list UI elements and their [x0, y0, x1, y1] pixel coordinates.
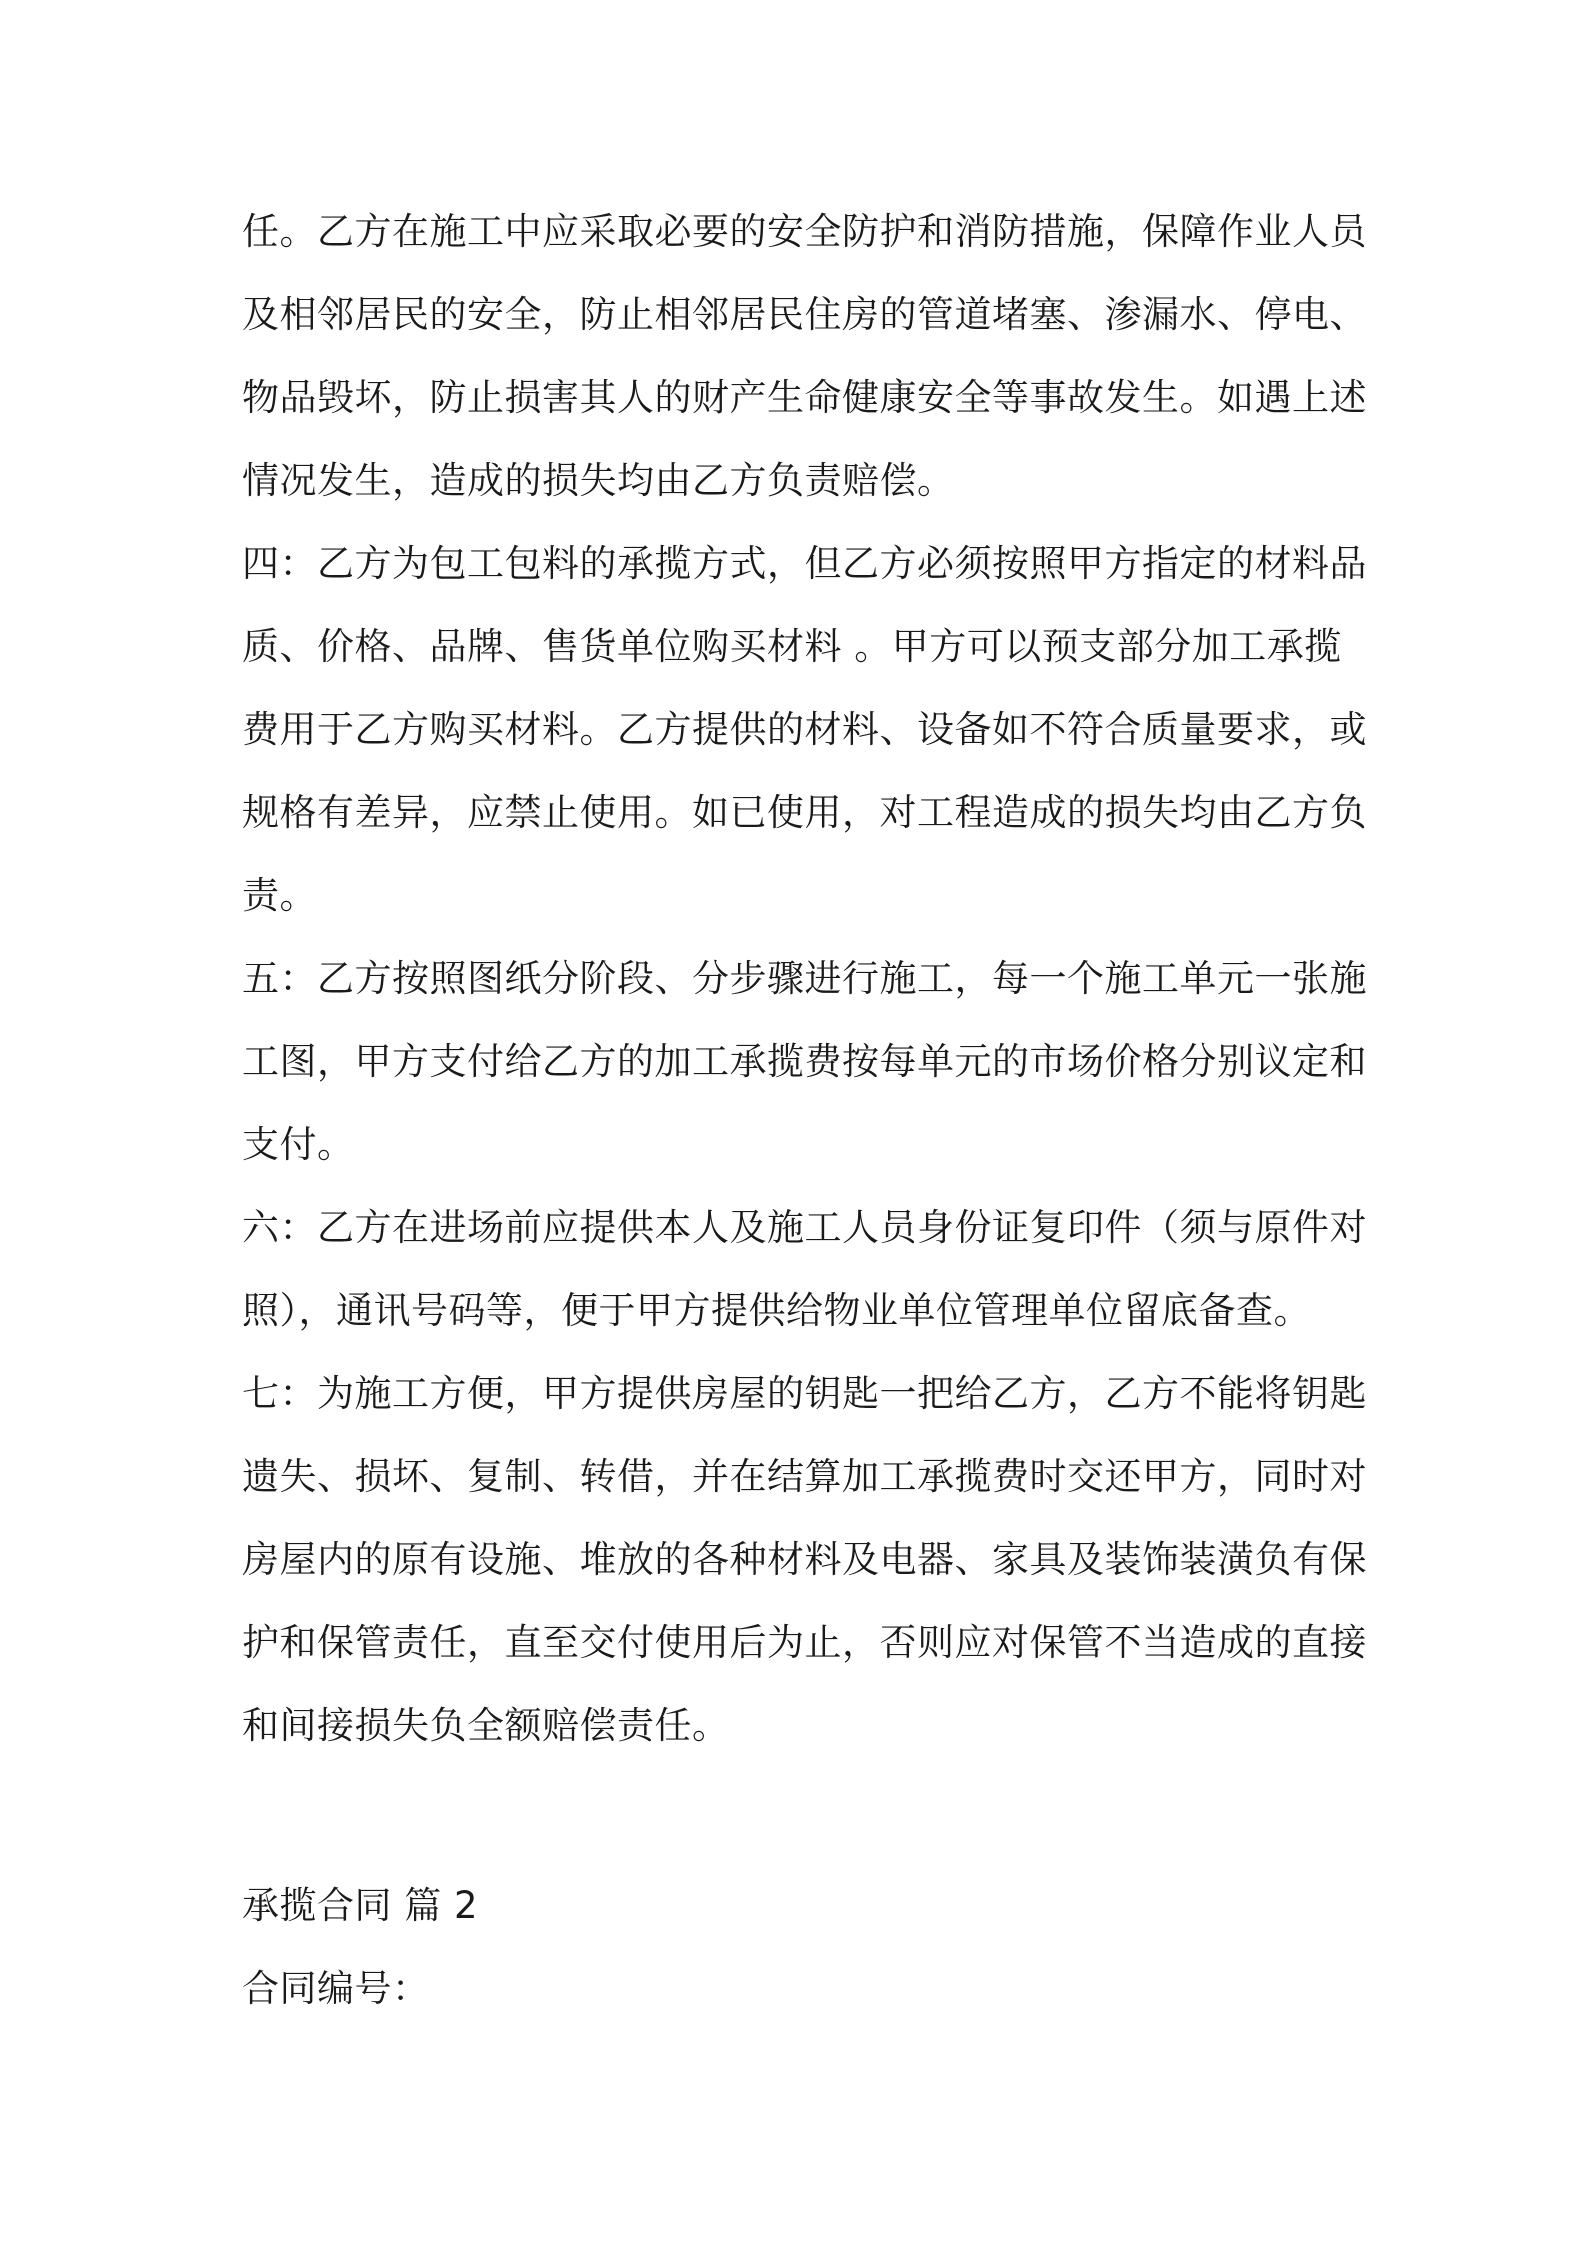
text-line: 护和保管责任，直至交付使用后为止，否则应对保管不当造成的直接 — [242, 1621, 1367, 1664]
text-line: 规格有差异，应禁止使用。如已使用，对工程造成的损失均由乙方负 — [242, 791, 1367, 834]
text-line: 照），通讯号码等，便于甲方提供给物业单位管理单位留底备查。 — [242, 1289, 1311, 1332]
text-line: 质、价格、品牌、售货单位购买材料 。甲方可以预支部分加工承揽 — [242, 625, 1342, 668]
text-line: 四：乙方为包工包料的承揽方式，但乙方必须按照甲方指定的材料品 — [242, 542, 1367, 585]
contract-body — [242, 190, 1367, 1767]
text-line: 责。 — [242, 874, 317, 917]
text-line: 情况发生，造成的损失均由乙方负责赔偿。 — [242, 459, 955, 502]
text-line: 五：乙方按照图纸分阶段、分步骤进行施工，每一个施工单元一张施 — [242, 957, 1367, 1000]
text-line: 遗失、损坏、复制、转借，并在结算加工承揽费时交还甲方，同时对 — [242, 1455, 1367, 1498]
text-line: 支付。 — [242, 1123, 355, 1166]
text-line: 七：为施工方便，甲方提供房屋的钥匙一把给乙方，乙方不能将钥匙 — [242, 1372, 1367, 1415]
text-line: 六：乙方在进场前应提供本人及施工人员身份证复印件（须与原件对 — [242, 1206, 1367, 1249]
section-title: 承揽合同 篇 2 — [242, 1884, 479, 1927]
text-line: 和间接损失负全额赔偿责任。 — [242, 1704, 730, 1747]
text-line: 费用于乙方购买材料。乙方提供的材料、设备如不符合质量要求，或 — [242, 708, 1367, 751]
text-line: 物品毁坏，防止损害其人的财产生命健康安全等事故发生。如遇上述 — [242, 376, 1367, 419]
section-2 — [242, 1864, 1362, 2030]
text-line: 及相邻居民的安全，防止相邻居民住房的管道堵塞、渗漏水、停电、 — [242, 293, 1367, 336]
text-line: 房屋内的原有设施、堆放的各种材料及电器、家具及装饰装潢负有保 — [242, 1538, 1367, 1581]
text-line: 任。乙方在施工中应采取必要的安全防护和消防措施，保障作业人员 — [242, 210, 1367, 253]
text-line: 工图，甲方支付给乙方的加工承揽费按每单元的市场价格分别议定和 — [242, 1040, 1367, 1083]
contract-number-label: 合同编号： — [242, 1967, 430, 2010]
